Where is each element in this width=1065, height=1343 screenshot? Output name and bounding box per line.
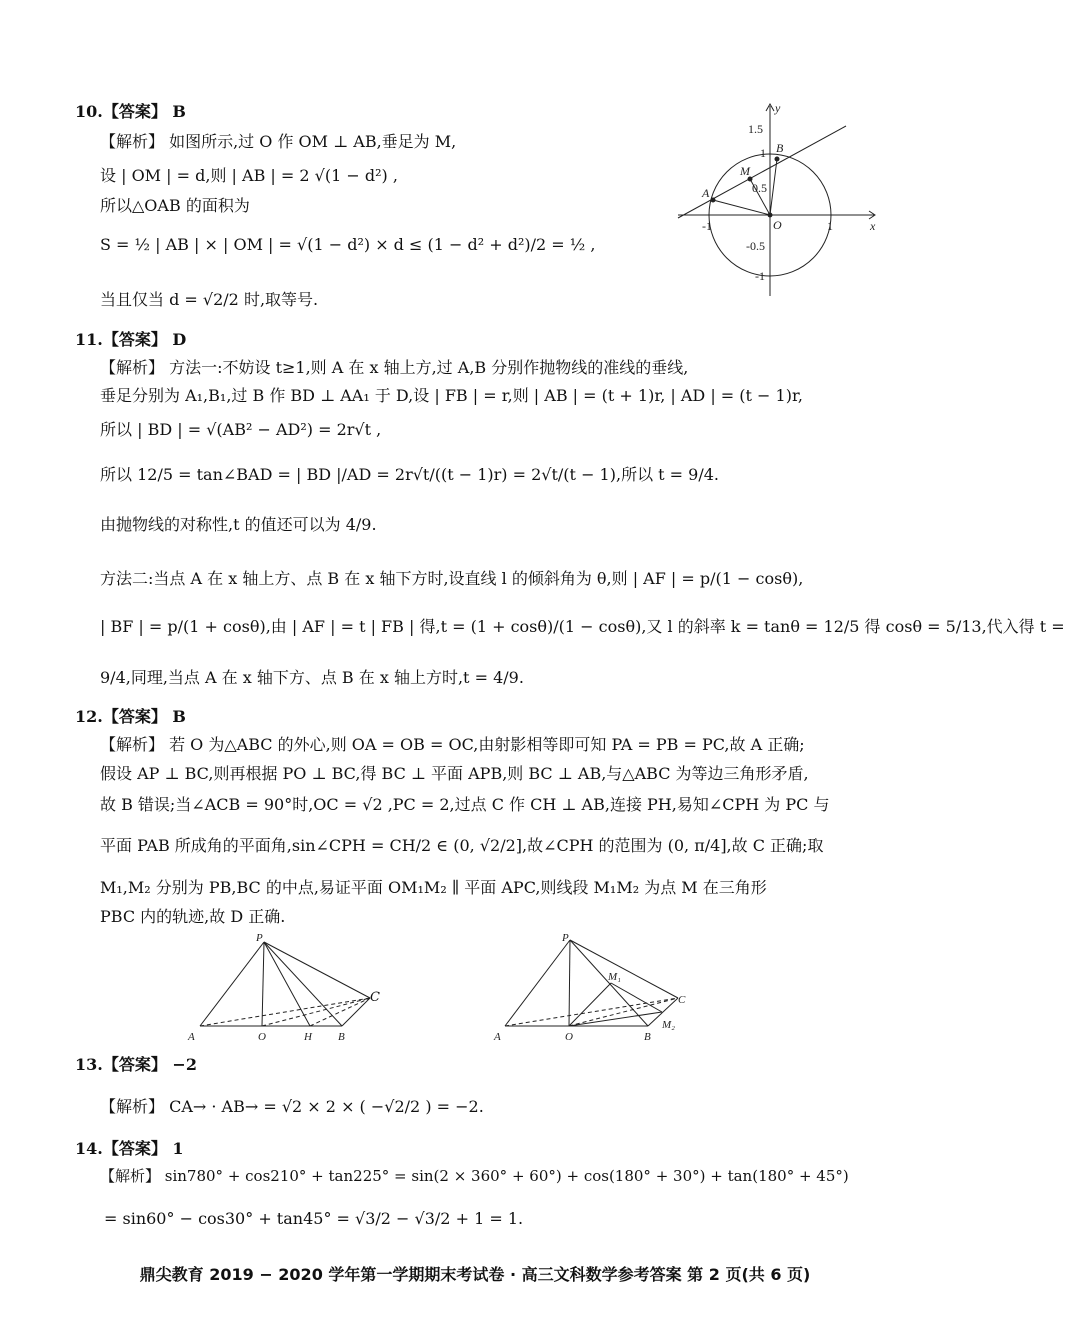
q10-answer: 10.【答案】 B (75, 102, 186, 121)
label-x: x (870, 219, 876, 233)
q11-line-4: 所以 12/5 = tan∠BAD = | BD |/AD = 2r√t/((t − 1)r) = 2√t/(t − 1),所以 t = 9/4. (100, 465, 719, 484)
q11-answer: 11.【答案】 D (75, 330, 187, 349)
q13-line-1: 【解析】 CA→ · AB→ = √2 × 2 × ( −√2/2 ) = −2. (100, 1097, 484, 1116)
q11-line-2: 垂足分别为 A₁,B₁,过 B 作 BD ⊥ AA₁ 于 D,设 | FB | = r,则 | AB | = (t + 1)r, | AD | = (t − 1)r, (100, 386, 803, 405)
q12-line-2: 假设 AP ⊥ BC,则再根据 PO ⊥ BC,得 BC ⊥ 平面 APB,则 BC ⊥ AB,与△ABC 为等边三角形矛盾, (100, 764, 809, 783)
tick-neg-1-y: -1 (755, 269, 765, 283)
fig1-label-p: P (256, 932, 263, 944)
q12-pyramid-figure-2 (490, 932, 690, 1047)
label-m: M (740, 164, 750, 178)
q12-line-3: 故 B 错误;当∠ACB = 90°时,OC = √2 ,PC = 2,过点 C 作 CH ⊥ AB,连接 PH,易知∠CPH 为 PC 与 (100, 795, 830, 814)
fig1-label-b: B (338, 1031, 345, 1043)
q13-answer: 13.【答案】 −2 (75, 1055, 197, 1074)
q11-line-3: 所以 | BD | = √(AB² − AD²) = 2r√t , (100, 420, 382, 439)
q12-line-6: PBC 内的轨迹,故 D 正确. (100, 907, 286, 926)
label-a: A (702, 186, 710, 200)
q14-line-1: 【解析】 sin780° + cos210° + tan225° = sin(2 × 360° + 60°) + cos(180° + 30°) + tan(180° + 45°) (100, 1167, 849, 1185)
q10-line-1: 【解析】 如图所示,过 O 作 OM ⊥ AB,垂足为 M, (100, 132, 457, 151)
q11-line-6: 方法二:当点 A 在 x 轴上方、点 B 在 x 轴下方时,设直线 l 的倾斜角为 θ,则 | AF | = p/(1 − cosθ), (100, 569, 804, 588)
q10-line-4: S = ½ | AB | × | OM | = √(1 − d²) × d ≤ (1 − d² + d²)/2 = ½ , (100, 235, 596, 254)
tick-1: 1 (760, 146, 766, 160)
q11-line-8: 9/4,同理,当点 A 在 x 轴下方、点 B 在 x 轴上方时,t = 4/9. (100, 668, 524, 687)
q12-answer: 12.【答案】 B (75, 707, 186, 726)
line-ab (678, 126, 846, 218)
point-b (775, 157, 780, 162)
q11-line-5: 由抛物线的对称性,t 的值还可以为 4/9. (100, 515, 377, 534)
q11-line-7: | BF | = p/(1 + cosθ),由 | AF | = t | FB | 得,t = (1 + cosθ)/(1 − cosθ),又 l 的斜率 k = tanθ = 12/5 得 cosθ = 5/13,代入得 t = (100, 617, 1065, 636)
q12-line-1: 【解析】 若 O 为△ABC 的外心,则 OA = OB = OC,由射影相等即可知 PA = PB = PC,故 A 正确; (100, 735, 805, 754)
tick-0-5: 0.5 (752, 181, 767, 195)
q10-circle-figure (676, 100, 882, 300)
point-a (711, 198, 716, 203)
fig2-label-a: A (494, 1031, 501, 1043)
tick-1-5: 1.5 (748, 122, 763, 136)
fig2-label-o: O (565, 1031, 573, 1043)
q10-line-3: 所以△OAB 的面积为 (100, 196, 250, 215)
q14-line-2: = sin60° − cos30° + tan45° = √3/2 − √3/2 + 1 = 1. (104, 1209, 524, 1228)
page-footer: 鼎尖教育 2019 − 2020 学年第一学期期末考试卷 · 高三文科数学参考答案 第 2 页(共 6 页) (139, 1265, 811, 1284)
segment-oa (713, 200, 770, 215)
q12-line-5: M₁,M₂ 分别为 PB,BC 的中点,易证平面 OM₁M₂ ∥ 平面 APC,则线段 M₁M₂ 为点 M 在三角形 (100, 878, 767, 897)
q12-line-4: 平面 PAB 所成角的平面角,sin∠CPH = CH/2 ∈ (0, √2/2],故∠CPH 的范围为 (0, π/4],故 C 正确;取 (100, 836, 824, 855)
point-o (768, 213, 773, 218)
fig1-label-c: C (370, 990, 380, 1005)
q12-pyramid-figure-1 (180, 932, 355, 1047)
tick-neg-1-x: -1 (702, 219, 712, 233)
fig1-label-h: H (304, 1031, 312, 1043)
label-b: B (776, 141, 784, 155)
fig2-label-p: P (562, 932, 569, 944)
tick-neg-0-5: -0.5 (746, 239, 765, 253)
fig2-label-m1: M₁ (608, 971, 621, 983)
fig2-label-c: C (678, 994, 686, 1006)
q10-line-5: 当且仅当 d = √2/2 时,取等号. (100, 290, 319, 309)
q11-line-1: 【解析】 方法一:不妨设 t≥1,则 A 在 x 轴上方,过 A,B 分别作抛物线的准线的垂线, (100, 358, 689, 377)
fig2-label-b: B (644, 1031, 651, 1043)
label-y: y (775, 101, 781, 115)
label-o: O (773, 218, 782, 232)
fig1-label-a: A (188, 1031, 195, 1043)
fig1-label-o: O (258, 1031, 266, 1043)
fig2-label-m2: M₂ (662, 1019, 675, 1031)
q14-answer: 14.【答案】 1 (75, 1139, 184, 1158)
tick-1-x: 1 (827, 219, 833, 233)
q10-line-2: 设 | OM | = d,则 | AB | = 2 √(1 − d²) , (100, 166, 398, 185)
